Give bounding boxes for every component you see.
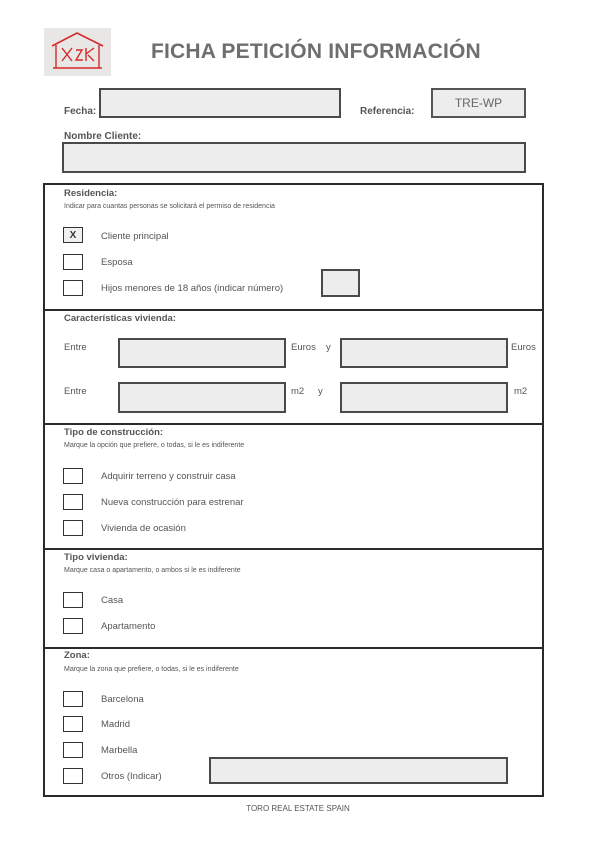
nombre-cliente-label: Nombre Cliente: — [64, 131, 142, 142]
checkbox-marbella[interactable] — [63, 742, 83, 758]
company-logo — [44, 28, 111, 76]
option-label: Esposa — [101, 257, 133, 268]
option-label: Otros (Indicar) — [101, 771, 162, 782]
house-logo-icon — [44, 28, 111, 76]
option-label: Vivienda de ocasión — [101, 523, 186, 534]
entre-label: Entre — [64, 386, 87, 397]
checkbox-casa[interactable] — [63, 592, 83, 608]
checkbox-madrid[interactable] — [63, 716, 83, 732]
option-label: Nueva construcción para estrenar — [101, 497, 244, 508]
option-label: Marbella — [101, 745, 138, 756]
precio-min-field[interactable] — [118, 338, 286, 368]
checkbox-vivienda-ocasion[interactable] — [63, 520, 83, 536]
superficie-max-field[interactable] — [340, 382, 508, 413]
m2-label: m2 — [291, 386, 305, 397]
residencia-subtitle: Indicar para cuantas personas se solicitará el permiso de residencia — [64, 203, 275, 210]
hijos-count-field[interactable] — [321, 269, 360, 297]
option-label: Apartamento — [101, 621, 156, 632]
option-label: Casa — [101, 595, 124, 606]
residencia-section — [43, 183, 544, 309]
y-label: y — [318, 386, 323, 397]
checkbox-apartamento[interactable] — [63, 618, 83, 634]
footer-text: TORO REAL ESTATE SPAIN — [246, 804, 350, 813]
referencia-field[interactable]: TRE-WP — [431, 88, 526, 118]
construccion-section — [43, 423, 544, 548]
tipo-vivienda-subtitle: Marque casa o apartamento, o ambos si le es indiferente — [64, 567, 241, 574]
nombre-cliente-field[interactable] — [62, 142, 526, 173]
option-label: Adquirir terreno y construir casa — [101, 471, 236, 482]
fecha-field[interactable] — [99, 88, 341, 118]
referencia-label: Referencia: — [360, 106, 415, 117]
caracteristicas-title: Características vivienda: — [64, 313, 176, 324]
y-label: y — [326, 342, 331, 353]
zona-subtitle: Marque la zona que prefiere, o todas, si le es indiferente — [64, 666, 239, 673]
option-label: Barcelona — [101, 694, 144, 705]
option-label: Madrid — [101, 719, 131, 730]
fecha-label: Fecha: — [64, 106, 97, 117]
otros-zona-field[interactable] — [209, 757, 508, 784]
entre-label: Entre — [64, 342, 87, 353]
superficie-min-field[interactable] — [118, 382, 286, 413]
tipo-vivienda-section — [43, 548, 544, 647]
checkbox-hijos[interactable] — [63, 280, 83, 296]
checkbox-cliente-principal[interactable]: X — [63, 227, 83, 243]
euros-label: Euros — [291, 342, 316, 353]
residencia-title: Residencia: — [64, 188, 118, 199]
zona-title: Zona: — [64, 650, 90, 661]
page-title: FICHA PETICIÓN INFORMACIÓN — [151, 40, 481, 63]
checkbox-terreno[interactable] — [63, 468, 83, 484]
precio-max-field[interactable] — [340, 338, 508, 368]
caracteristicas-section — [43, 309, 544, 423]
option-label: Cliente principal — [101, 231, 169, 242]
option-label: Hijos menores de 18 años (indicar número) — [101, 283, 284, 294]
checkbox-otros[interactable] — [63, 768, 83, 784]
euros-label: Euros — [511, 342, 536, 353]
checkbox-esposa[interactable] — [63, 254, 83, 270]
tipo-vivienda-title: Tipo vivienda: — [64, 552, 128, 563]
zona-section — [43, 647, 544, 797]
construccion-title: Tipo de construcción: — [64, 427, 164, 438]
checkbox-nueva-construccion[interactable] — [63, 494, 83, 510]
checkbox-barcelona[interactable] — [63, 691, 83, 707]
m2-label: m2 — [514, 386, 528, 397]
construccion-subtitle: Marque la opción que prefiere, o todas, si le es indiferente — [64, 442, 245, 449]
